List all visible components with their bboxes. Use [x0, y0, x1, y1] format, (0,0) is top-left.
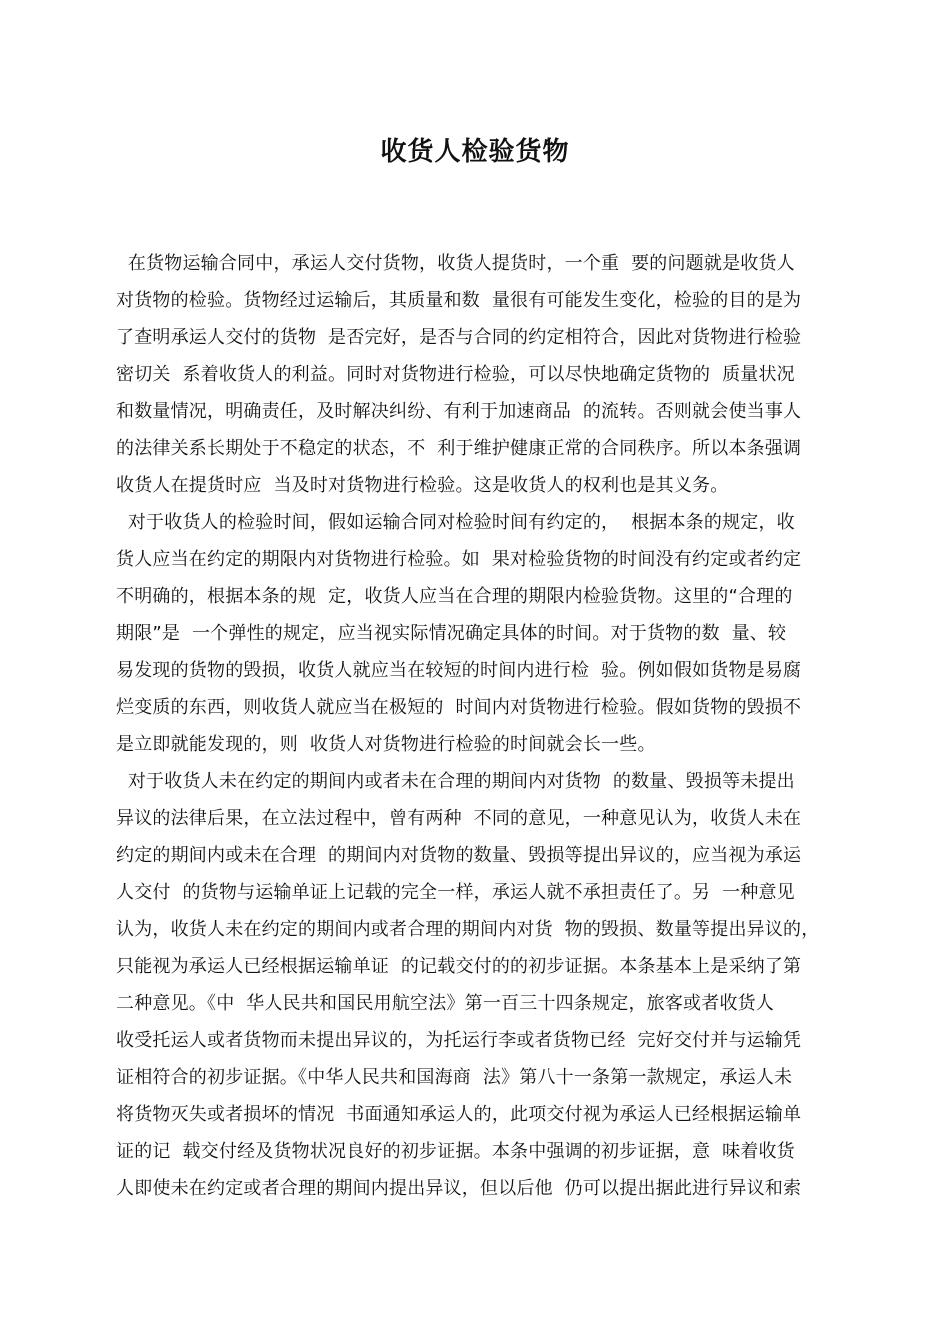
text-line: 了查明承运人交付的货物 是否完好，是否与合同的约定相符合，因此对货物进行检验: [116, 327, 802, 348]
text-line: 密切关 系着收货人的利益。同时对货物进行检验，可以尽快地确定货物的 质量状况: [116, 364, 795, 385]
text-line: 证相符合的初步证据。《中华人民共和国海商 法》第八十一条第一款规定，承运人未: [116, 1067, 793, 1088]
document-body: [116, 245, 846, 1207]
text-line: 期限”是 一个弹性的规定，应当视实际情况确定具体的时间。对于货物的数 量、较: [116, 623, 787, 644]
text-line: 烂变质的东西，则收货人就应当在极短的 时间内对货物进行检验。假如货物的毁损不: [116, 697, 802, 718]
document-title: 收货人检验货物: [380, 137, 570, 167]
text-line: 证的记 载交付经及货物状况良好的初步证据。本条中强调的初步证据，意 味着收货: [116, 1141, 795, 1162]
text-line: 异议的法律后果，在立法过程中，曾有两种 不同的意见，一种意见认为，收货人未在: [116, 808, 802, 829]
text-line: 的法律关系长期处于不稳定的状态，不 利于维护健康正常的合同秩序。所以本条强调: [116, 438, 802, 459]
text-line: 约定的期间内或未在合理 的期间内对货物的数量、毁损等提出异议的，应当视为承运: [116, 845, 802, 866]
text-line: 二种意见。《中 华人民共和国民用航空法》第一百三十四条规定，旅客或者收货人: [116, 993, 775, 1014]
text-line: 货人应当在约定的期限内对货物进行检验。如 果对检验货物的时间没有约定或者约定: [116, 549, 802, 570]
text-line: 易发现的货物的毁损，收货人就应当在较短的时间内进行检 验。例如假如货物是易腐: [116, 660, 802, 681]
text-line: 人交付 的货物与运输单证上记载的完全一样，承运人就不承担责任了。另 一种意见: [116, 882, 795, 903]
text-line: 对于收货人未在约定的期间内或者未在合理的期间内对货物 的数量、毁损等未提出: [116, 771, 795, 792]
text-line: 只能视为承运人已经根据运输单证 的记载交付的的初步证据。本条基本上是采纳了第: [116, 956, 802, 977]
text-line: 对货物的检验。货物经过运输后，其质量和数 量很有可能发生变化，检验的目的是为: [116, 290, 802, 311]
text-line: 是立即就能发现的，则 收货人对货物进行检验的时间就会长一些。: [116, 734, 656, 755]
text-line: 收货人在提货时应 当及时对货物进行检验。这是收货人的权利也是其义务。: [116, 475, 729, 496]
text-line: 在货物运输合同中，承运人交付货物，收货人提货时，一个重 要的问题就是收货人: [116, 253, 795, 274]
text-line: 人即使未在约定或者合理的期间内提出异议，但以后他 仍可以提出据此进行异议和索: [116, 1178, 802, 1199]
text-line: 将货物灭失或者损坏的情况 书面通知承运人的，此项交付视为承运人已经根据运输单: [116, 1104, 802, 1125]
text-line: 不明确的，根据本条的规 定，收货人应当在合理的期限内检验货物。这里的“合理的: [116, 586, 793, 607]
text-line: 对于收货人的检验时间，假如运输合同对检验时间有约定的， 根据本条的规定，收: [116, 512, 795, 533]
text-line: 认为，收货人未在约定的期间内或者合理的期间内对货 物的毁损、数量等提出异议的，: [116, 919, 820, 940]
text-line: 收受托运人或者货物而未提出异议的，为托运行李或者货物已经 完好交付并与运输凭: [116, 1030, 802, 1051]
text-line: 和数量情况，明确责任，及时解决纠纷、有利于加速商品 的流转。否则就会使当事人: [116, 401, 802, 422]
